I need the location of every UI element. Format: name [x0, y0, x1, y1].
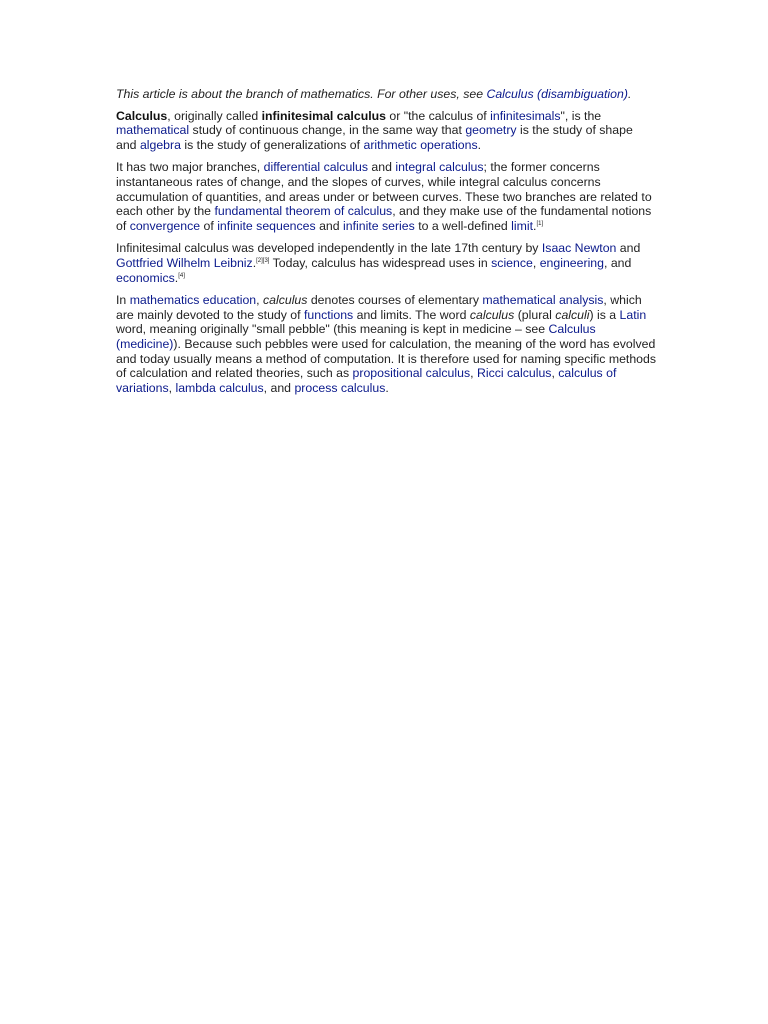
hatnote-text: This article is about the branch of mathematics. For other uses, see [116, 87, 487, 101]
text: , and they make use of the fundamental notions of [116, 204, 652, 234]
link-geometry[interactable]: geometry [465, 123, 517, 138]
link-limit[interactable]: limit [511, 219, 534, 234]
link-latin[interactable]: Latin [619, 307, 647, 322]
link-science[interactable]: science [491, 256, 533, 271]
text: . [533, 219, 537, 234]
text: , [168, 381, 176, 396]
link-economics[interactable]: economics [116, 270, 175, 285]
link-mathematical-analysis[interactable]: mathematical analysis [482, 292, 604, 307]
reference-1[interactable]: [1] [536, 221, 544, 228]
text: , [470, 366, 477, 381]
term-calculus: Calculus [116, 108, 168, 123]
text: or "the calculus of [385, 108, 491, 123]
link-engineering[interactable]: engineering [539, 256, 604, 271]
text: ). Because such pebbles were used for calculation, the meaning of the word has evolved and today usually means a method of computation. It is therefore used for naming specific methods of calculation and related theories, such as [116, 337, 656, 381]
text: denotes courses of elementary [307, 292, 483, 307]
text: Infinitesimal calculus was developed independently in the late 17th century by [116, 241, 542, 256]
italic-calculus: calculus [469, 307, 515, 322]
text: . [252, 256, 257, 271]
text: It has two major branches, [116, 160, 264, 175]
link-mathematical[interactable]: mathematical [116, 123, 190, 138]
reference-4[interactable]: [4] [178, 272, 185, 279]
text: , which are mainly devoted to the study of [116, 292, 642, 322]
paragraph-branches [116, 160, 656, 234]
text: , and [603, 256, 632, 271]
hatnote-end: . [627, 87, 632, 101]
link-propositional-calculus[interactable]: propositional calculus [352, 366, 471, 381]
link-arithmetic-operations[interactable]: arithmetic operations [363, 138, 478, 153]
link-infinite-series[interactable]: infinite series [343, 219, 415, 234]
link-calculus-of-variations[interactable]: calculus of variations [116, 366, 617, 396]
text: and [315, 219, 344, 234]
text: ; the former concerns instantaneous rates of change, and the slopes of curves, while integral calculus concerns accumulation of quantities, and areas under or between curves. These two branches are related to each other by the [116, 160, 652, 219]
text: In [116, 292, 130, 307]
text: Today, calculus has widespread uses in [269, 256, 492, 271]
paragraph-intro [116, 109, 656, 153]
link-differential-calculus[interactable]: differential calculus [263, 160, 368, 175]
text: (plural [514, 307, 556, 322]
link-calculus-disambiguation[interactable]: Calculus (disambiguation) [486, 87, 628, 101]
link-integral-calculus[interactable]: integral calculus [395, 160, 484, 175]
link-fundamental-theorem[interactable]: fundamental theorem of calculus [214, 204, 393, 219]
link-calculus-medicine[interactable]: Calculus (medicine) [116, 322, 596, 352]
link-process-calculus[interactable]: process calculus [294, 381, 386, 396]
text: . [477, 138, 482, 153]
link-algebra[interactable]: algebra [139, 138, 181, 153]
text: and limits. The word [353, 307, 470, 322]
link-ricci-calculus[interactable]: Ricci calculus [476, 366, 552, 381]
text: and [616, 241, 641, 256]
text: . [385, 381, 389, 396]
text: ", is the [560, 108, 602, 123]
link-lambda-calculus[interactable]: lambda calculus [175, 381, 264, 396]
text: of [200, 219, 218, 234]
text: to a well-defined [414, 219, 512, 234]
italic-calculi: calculi [555, 307, 590, 322]
link-isaac-newton[interactable]: Isaac Newton [541, 241, 617, 256]
link-mathematics-education[interactable]: mathematics education [129, 292, 257, 307]
paragraph-history [116, 241, 656, 285]
reference-2-3[interactable]: [2][3] [256, 258, 270, 265]
text: , and [263, 381, 295, 396]
text: study of continuous change, in the same way that [189, 123, 466, 138]
italic-calculus: calculus [262, 292, 308, 307]
text: , [256, 292, 263, 307]
text: ) is a [589, 307, 620, 322]
text: is the study of generalizations of [180, 138, 364, 153]
hatnote [116, 87, 656, 102]
article-body [116, 87, 656, 403]
link-infinite-sequences[interactable]: infinite sequences [217, 219, 316, 234]
link-convergence[interactable]: convergence [129, 219, 201, 234]
text: and [368, 160, 396, 175]
text: , originally called [167, 108, 262, 123]
text: is the study of shape and [116, 123, 633, 153]
paragraph-etymology [116, 293, 656, 396]
text: , [551, 366, 559, 381]
text: . [174, 270, 179, 285]
link-functions[interactable]: functions [303, 307, 354, 322]
text: word, meaning originally "small pebble" (this meaning is kept in medicine – see [116, 322, 549, 337]
link-leibniz[interactable]: Gottfried Wilhelm Leibniz [116, 256, 253, 271]
link-infinitesimals[interactable]: infinitesimals [490, 108, 561, 123]
term-infinitesimal-calculus: infinitesimal calculus [261, 108, 386, 123]
text: , [532, 256, 540, 271]
